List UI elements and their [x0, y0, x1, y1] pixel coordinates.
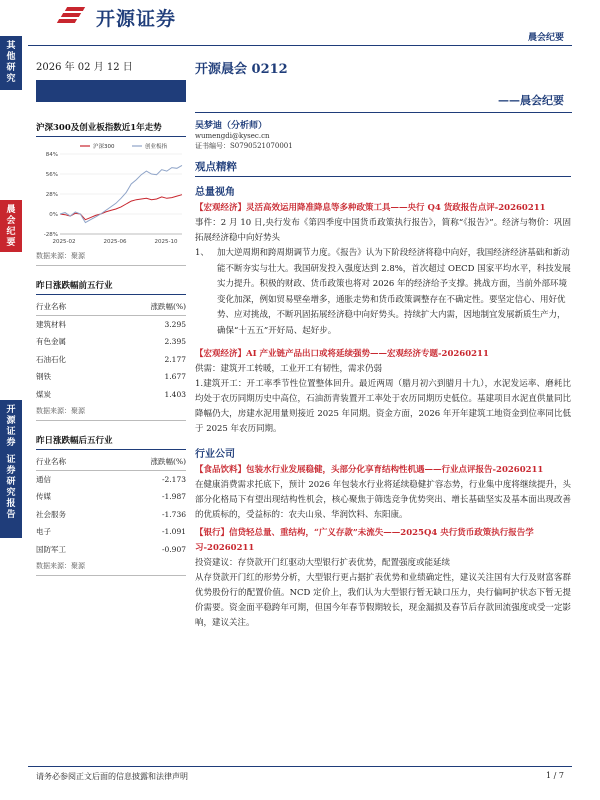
- x-tick-label: 2025-02: [52, 239, 76, 245]
- analyst-name: 吴梦迪（分析师）: [195, 121, 268, 131]
- bottom-industries-source: 数据来源：聚源: [36, 558, 186, 576]
- industry-change: 3.295: [164, 320, 186, 329]
- table-header: 涨跌幅(%): [105, 453, 186, 471]
- industry-name: 有色金属: [36, 337, 66, 347]
- side-tab-morning-notes[interactable]: [0, 200, 22, 252]
- legend-label: 创业板指: [145, 144, 168, 150]
- article-title[interactable]: 【银行】信贷轻总量、重结构，“广义存款”未流失——2025Q4 央行货币政策执行报告学习-20260211: [195, 528, 534, 553]
- table-row: [36, 506, 186, 524]
- article-intro: 供需：建筑开工转暖，工业开工有韧性，需求仍弱: [195, 364, 383, 374]
- list-number: 1、: [195, 248, 209, 258]
- side-tab-char: 源: [6, 416, 16, 426]
- side-tab-char: 晨: [6, 205, 16, 215]
- list-text: 加大逆周期和跨周期调节力度。《报告》认为下阶段经济将稳中向好，我国经济经济基础和新动能不断夯实与壮大。我国研发投入强度达到 2.8%，首次超过 OECD 国家平均水平，科技发展实力提升。积极的财政、货币政策也将对 2026 年的经济给予支撑。挑战方面，当前外部环境变化加深，例如贸易壁垒增多，通胀走势和货币政策调整存在不确定性。要坚定信心、用好优势、应对挑战，不断巩固拓展经济稳中向好势头。持续扩大内需，因地制宜发展新质生产力，确保“十五五”开好局、起好步。: [217, 248, 571, 336]
- table-header: 涨跌幅(%): [105, 298, 186, 316]
- bottom-industries-title: 昨日涨跌幅后五行业: [36, 431, 186, 450]
- side-tab-char: 要: [6, 238, 16, 248]
- table-row: [36, 368, 186, 386]
- page-title: 开源晨会 0212: [195, 62, 288, 77]
- logo-text: 开源证券: [96, 7, 177, 30]
- table-row: [36, 316, 186, 334]
- industry-name: 国防军工: [36, 544, 66, 554]
- y-tick-label: 84%: [45, 152, 58, 158]
- legend-label: 沪深300: [93, 144, 115, 150]
- section-heading: 观点精粹: [195, 159, 571, 177]
- chart-source: 数据来源：聚源: [36, 248, 186, 266]
- side-tab-char: 开: [6, 405, 16, 415]
- side-tab-char: 纪: [6, 227, 16, 237]
- industry-name: 社会服务: [36, 509, 66, 519]
- side-tab-char: 会: [6, 216, 16, 226]
- table-header-row: [36, 298, 186, 316]
- industry-name: 石油石化: [36, 354, 66, 364]
- table-header: 行业名称: [36, 298, 105, 316]
- header-divider: [28, 45, 572, 46]
- side-tab-char: 告: [6, 510, 16, 520]
- industry-change: 2.395: [164, 337, 186, 347]
- article-title[interactable]: 【宏观经济】灵活高效运用降准降息等多种政策工具——央行 Q4 货政报告点评-20260211: [195, 203, 546, 213]
- industry-change: -1.987: [161, 492, 186, 502]
- side-tab-other-research[interactable]: [0, 36, 22, 90]
- subtitle-divider: [195, 112, 572, 113]
- page-subtitle: ——晨会纪要: [498, 94, 564, 107]
- y-tick-label: -28%: [43, 232, 58, 238]
- side-tab-char: 研: [6, 477, 16, 487]
- analyst-cert: 证书编号：S0790521070001: [195, 142, 293, 150]
- table-header: 行业名称: [36, 453, 105, 471]
- article-title[interactable]: 【宏观经济】AI 产业链产品出口或将延续强势——宏观经济专题-20260211: [195, 349, 489, 359]
- industry-name: 电子: [36, 527, 51, 537]
- side-tab-char: 其: [6, 41, 16, 51]
- side-tab-char: 究: [6, 488, 16, 498]
- logo-mark-icon: [56, 7, 90, 27]
- article-intro: 投资建议：存贷款开门红驱动大型银行扩表优势，配置强度或能延续: [195, 558, 451, 568]
- industry-name: 钢铁: [36, 372, 51, 382]
- table-row: [36, 351, 186, 369]
- article-intro: 事件：2 月 10 日,央行发布《第四季度中国货币政策执行报告》，简称“《报告》”。经济与物价：巩固拓展经济稳中向好势头: [195, 218, 571, 243]
- industry-name: 通信: [36, 475, 51, 484]
- analyst-email[interactable]: wumengdi@kysec.cn: [195, 132, 270, 140]
- top-industries-table: [36, 298, 186, 403]
- industry-heading: 行业公司: [195, 449, 235, 460]
- table-row: [36, 523, 186, 541]
- article-title[interactable]: 【食品饮料】包装水行业发展稳健，头部分化享育结构性机遇——行业点评报告-20260211: [195, 465, 544, 475]
- list-item: [195, 246, 571, 339]
- industry-name: 建筑材料: [36, 320, 66, 329]
- side-tab-char: 证: [6, 455, 16, 465]
- main-content: [195, 118, 571, 631]
- industry-name: 煤炭: [36, 389, 51, 399]
- brand-logo: [56, 6, 176, 28]
- table-row: [36, 333, 186, 351]
- report-type-label: 晨会纪要: [527, 33, 564, 43]
- report-date: 2026 年 02 月 12 日: [36, 62, 133, 73]
- top-industries-title: 昨日涨跌幅前五行业: [36, 276, 186, 295]
- side-tab-char: 研: [6, 63, 16, 73]
- disclaimer-note: 请务必参阅正文后面的信息披露和法律声明: [36, 772, 188, 781]
- table-row: [36, 386, 186, 404]
- table-row: [36, 471, 186, 489]
- title-band: [36, 80, 186, 102]
- x-tick-label: 2025-10: [154, 239, 178, 245]
- industry-name: 传媒: [36, 492, 51, 502]
- industry-change: -0.907: [161, 544, 186, 554]
- top-industries-source: 数据来源：聚源: [36, 403, 186, 421]
- industry-change: -2.173: [161, 475, 186, 484]
- table-row: [36, 541, 186, 559]
- industry-change: -1.736: [161, 509, 186, 519]
- industry-change: 1.677: [164, 372, 186, 382]
- industry-change: -1.091: [161, 527, 186, 537]
- footer-divider: [28, 766, 572, 767]
- side-tab-char: 究: [6, 74, 16, 84]
- article-body: 在健康消费需求托底下，预计 2026 年包装水行业将延续稳健扩容态势，行业集中度将继续提升，头部分化格局下有望出现结构性机会，核心聚焦于筛选竞争优势突出、增长基础坚实及基本面出现改善的优质标的，受益标的：农夫山泉、华润饮料、东阳康。: [195, 480, 571, 520]
- side-tab-securities-report[interactable]: [0, 400, 22, 538]
- side-tab-char: 券: [6, 466, 16, 476]
- y-tick-label: 28%: [45, 192, 58, 198]
- table-row: [36, 488, 186, 506]
- bottom-industries-table: [36, 453, 186, 558]
- industry-change: 2.177: [164, 354, 186, 364]
- industry-change: 1.403: [164, 389, 186, 399]
- macro-heading: 总量视角: [195, 187, 235, 198]
- x-tick-label: 2025-06: [103, 239, 127, 245]
- chart-title: 沪深300及创业板指数近1年走势: [36, 118, 186, 137]
- y-tick-label: 56%: [45, 172, 58, 178]
- article-body: 从存贷款开门红的形势分析，大型银行更占据扩表优势和业绩确定性，建议关注国有大行及财富客群优势股份行的配置价值。NCD 定价上，我们认为大型银行暂无缺口压力，央行偏呵护状态下暂无提价需要。资金面平稳跨年可期，但国今年春节假期较长，现金漏损及春节后存款回流强度或受一定影响，建议关注。: [195, 573, 571, 628]
- side-tab-char: 报: [6, 499, 16, 509]
- y-tick-label: 0%: [49, 212, 58, 218]
- table-header-row: [36, 453, 186, 471]
- article-body: 1.建筑开工：开工率季节性位置整体回升。最近两周（腊月初六到腊月十九），水泥发运率、磨耗比均处于农历同期历史中高位，石油沥青装置开工率处于农历同期历史低位。基建项目水泥直供量同比降幅仍大，房建水泥用量则接近 2025 年同期。资金方面，2026 年开年建筑工地资金到位率同比低于 2025 年农历同期。: [195, 379, 571, 434]
- left-sidebar: [36, 118, 186, 576]
- side-tab-char: 券: [6, 438, 16, 448]
- chart-svg: [36, 140, 186, 248]
- page-number: 1 / 7: [546, 771, 564, 780]
- side-tab-char: 他: [6, 52, 16, 62]
- index-trend-chart: [36, 140, 186, 248]
- side-tab-char: 证: [6, 427, 16, 437]
